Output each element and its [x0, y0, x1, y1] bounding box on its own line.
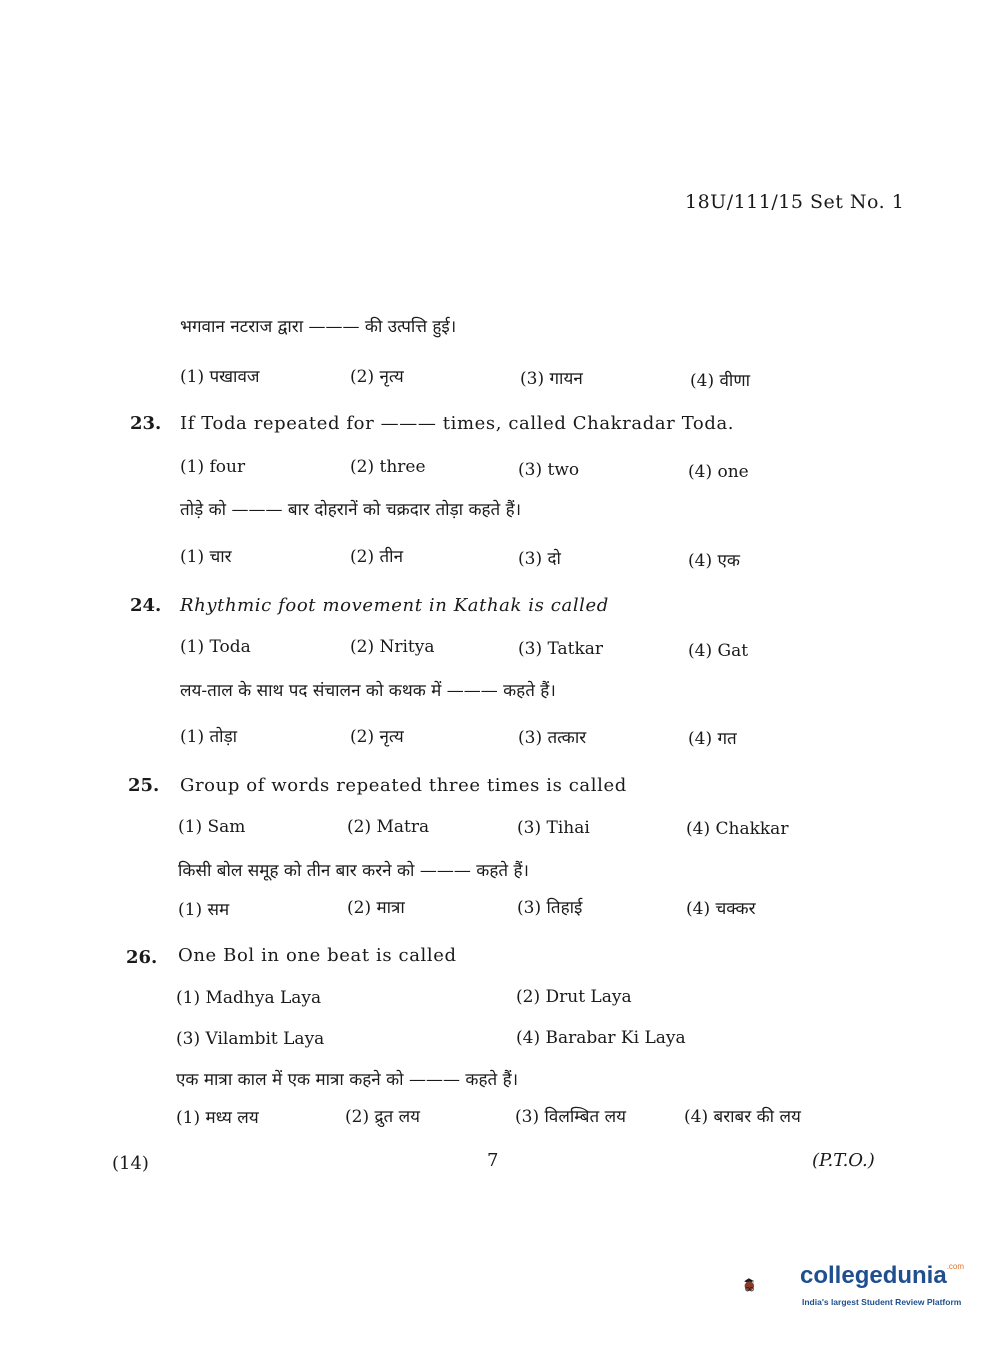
q25-hindi-option-1: (1) सम	[178, 900, 230, 920]
q22-hindi-option-3: (3) गायन	[520, 369, 583, 389]
q26-hindi-option-1: (1) मध्य लय	[176, 1108, 259, 1128]
q25-hindi-option-2: (2) मात्रा	[347, 898, 405, 918]
q25-option-3: (3) Tihai	[517, 818, 590, 838]
q23-hindi-option-1: (1) चार	[180, 547, 232, 567]
q24-option-4: (4) Gat	[688, 641, 749, 661]
q23-text: If Toda repeated for ——— times, called Chakradar Toda.	[180, 413, 735, 434]
footer-code: (14)	[112, 1153, 149, 1174]
q25-option-2: (2) Matra	[347, 817, 430, 837]
paper-code: 18U/111/15 Set No. 1	[685, 191, 905, 213]
q22-hindi-option-1: (1) पखावज	[180, 367, 260, 387]
q25-hindi-option-4: (4) चक्कर	[686, 899, 756, 919]
page-number: 7	[487, 1150, 499, 1171]
q26-option-1: (1) Madhya Laya	[176, 988, 322, 1008]
pto-label: (P.T.O.)	[812, 1150, 875, 1171]
q26-hindi-option-2: (2) द्रुत लय	[345, 1107, 420, 1127]
q24-option-3: (3) Tatkar	[518, 639, 604, 659]
collegedunia-brand: collegedunia$^{.com}$	[800, 1262, 965, 1289]
q26-option-3: (3) Vilambit Laya	[176, 1029, 325, 1049]
q23-number: 23.	[130, 413, 162, 434]
q26-hindi-text: एक मात्रा काल में एक मात्रा कहने को ——— कहते हैं।	[176, 1070, 519, 1090]
q26-option-2: (2) Drut Laya	[516, 987, 632, 1007]
q24-option-1: (1) Toda	[180, 637, 251, 657]
q23-hindi-text: तोड़े को ——— बार दोहरानें को चक्रदार तोड़ा कहते हैं।	[180, 500, 522, 520]
q25-number: 25.	[128, 775, 160, 796]
q24-hindi-option-2: (2) नृत्य	[350, 727, 404, 747]
q26-hindi-option-4: (4) बराबर की लय	[684, 1107, 801, 1127]
q23-option-3: (3) two	[518, 460, 580, 480]
q23-hindi-option-4: (4) एक	[688, 551, 740, 571]
q22-hindi-text: भगवान नटराज द्वारा ——— की उत्पत्ति हुई।	[180, 317, 457, 337]
q23-option-1: (1) four	[180, 457, 246, 477]
q26-text: One Bol in one beat is called	[178, 945, 457, 966]
q24-option-2: (2) Nritya	[350, 637, 435, 657]
q22-hindi-option-2: (2) नृत्य	[350, 367, 404, 387]
q26-hindi-option-3: (3) विलम्बित लय	[515, 1107, 626, 1127]
q25-option-1: (1) Sam	[178, 817, 246, 837]
q25-option-4: (4) Chakkar	[686, 819, 789, 839]
q25-hindi-option-3: (3) तिहाई	[517, 898, 583, 918]
q23-option-4: (4) one	[688, 462, 749, 482]
q24-hindi-option-1: (1) तोड़ा	[180, 727, 238, 747]
q26-option-4: (4) Barabar Ki Laya	[516, 1028, 686, 1048]
q23-hindi-option-3: (3) दो	[518, 549, 561, 569]
q26-number: 26.	[126, 947, 158, 968]
q23-hindi-option-2: (2) तीन	[350, 547, 404, 567]
q22-hindi-option-4: (4) वीणा	[690, 371, 751, 391]
q23-option-2: (2) three	[350, 457, 426, 477]
q24-hindi-option-4: (4) गत	[688, 729, 737, 749]
q24-text: Rhythmic foot movement in Kathak is called	[180, 595, 609, 616]
q25-text: Group of words repeated three times is called	[180, 775, 627, 796]
collegedunia-mascot-icon	[742, 1253, 802, 1317]
q24-number: 24.	[130, 595, 162, 616]
q24-hindi-text: लय-ताल के साथ पद संचालन को कथक में ——— कहते हैं।	[180, 681, 556, 701]
q25-hindi-text: किसी बोल समूह को तीन बार करने को ——— कहते हैं।	[178, 861, 529, 881]
collegedunia-tagline: India's largest Student Review Platform	[802, 1297, 962, 1307]
q24-hindi-option-3: (3) तत्कार	[518, 728, 587, 748]
